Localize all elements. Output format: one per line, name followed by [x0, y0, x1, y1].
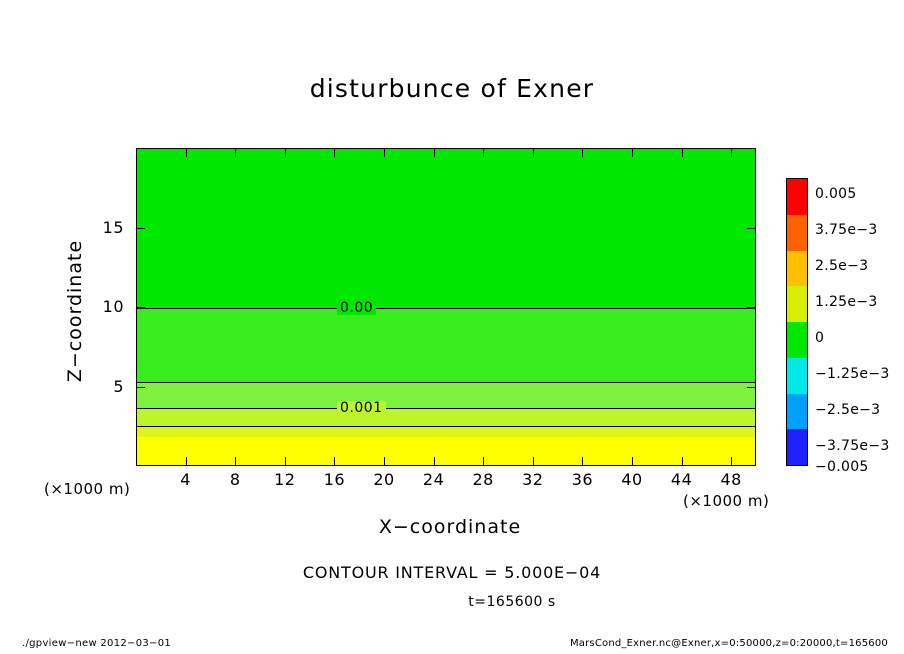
colorbar-tick-label: −2.5e−3: [815, 402, 881, 418]
contour-band: [137, 308, 755, 382]
x-tick-top: [186, 148, 187, 157]
x-tick-label: 16: [323, 470, 346, 489]
colorbar-cell: [787, 215, 807, 251]
colorbar-cell: [787, 251, 807, 287]
x-tick-bottom: [731, 457, 732, 466]
x-tick-top: [682, 148, 683, 157]
x-tick-label: 40: [621, 470, 643, 489]
colorbar-cell: [787, 286, 807, 322]
x-tick-bottom: [434, 457, 435, 466]
x-tick-top: [483, 148, 484, 157]
contour-line-3: [137, 426, 755, 427]
y-tick-right: [747, 387, 756, 388]
x-tick-bottom: [682, 457, 683, 466]
x-tick-bottom: [632, 457, 633, 466]
y-tick-right: [747, 228, 756, 229]
x-tick-top: [285, 148, 286, 157]
x-tick-top: [582, 148, 583, 157]
x-axis-units: (×1000 m): [683, 492, 770, 510]
colorbar-tick-label: 2.5e−3: [815, 258, 869, 274]
colorbar-cell: [787, 358, 807, 394]
colorbar-tick-label: −0.005: [815, 459, 869, 475]
x-tick-top: [434, 148, 435, 157]
x-tick-label: 24: [422, 470, 445, 489]
x-tick-bottom: [235, 457, 236, 466]
colorbar-tick-label: 3.75e−3: [815, 222, 878, 238]
page-title: disturbunce of Exner: [309, 74, 595, 103]
x-tick-label: 32: [522, 470, 544, 489]
contour-label-0001: 0.001: [337, 401, 386, 415]
x-tick-top: [731, 148, 732, 157]
y-axis-units: (×1000 m): [44, 480, 131, 498]
colorbar-cell: [787, 322, 807, 358]
contour-line-1: [137, 382, 755, 383]
x-tick-top: [384, 148, 385, 157]
x-tick-top: [533, 148, 534, 157]
x-tick-bottom: [334, 457, 335, 466]
colorbar-tick-label: 0: [815, 330, 825, 346]
x-tick-bottom: [285, 457, 286, 466]
x-tick-bottom: [533, 457, 534, 466]
contour-band: [137, 426, 755, 437]
x-tick-top: [235, 148, 236, 157]
contour-interval-label: CONTOUR INTERVAL = 5.000E−04: [302, 563, 602, 582]
x-tick-label: 28: [472, 470, 494, 489]
colorbar-tick-label: −1.25e−3: [815, 366, 890, 382]
x-tick-label: 48: [720, 470, 742, 489]
x-tick-top: [334, 148, 335, 157]
x-tick-bottom: [582, 457, 583, 466]
x-tick-bottom: [483, 457, 484, 466]
footer-right-note: MarsCond_Exner.nc@Exner,x=0:50000,z=0:20000,t=165600: [569, 638, 888, 649]
colorbar-tick-label: 1.25e−3: [815, 294, 878, 310]
contour-line-2: [137, 408, 755, 409]
x-tick-label: 20: [373, 470, 395, 489]
colorbar-cell: [787, 179, 807, 215]
colorbar-tick-label: −3.75e−3: [815, 438, 890, 454]
contour-line-0: [137, 308, 755, 309]
contour-band: [137, 408, 755, 426]
y-tick-label: 5: [113, 377, 124, 396]
contour-band: [137, 437, 755, 466]
plot-area: [136, 148, 756, 466]
y-tick-left: [136, 307, 145, 308]
contour-band: [137, 382, 755, 408]
x-tick-label: 12: [274, 470, 296, 489]
x-tick-label: 8: [229, 470, 241, 489]
y-tick-label: 15: [102, 218, 124, 237]
contour-band: [137, 149, 755, 308]
x-tick-label: 44: [670, 470, 693, 489]
y-tick-label: 10: [102, 297, 124, 316]
x-tick-label: 4: [180, 470, 191, 489]
colorbar-cell: [787, 429, 807, 465]
y-tick-right: [747, 307, 756, 308]
colorbar: [786, 178, 808, 466]
x-axis-title: X−coordinate: [378, 516, 522, 538]
time-label: t=165600 s: [468, 594, 556, 610]
x-tick-label: 36: [571, 470, 594, 489]
colorbar-cell: [787, 394, 807, 430]
y-tick-left: [136, 387, 145, 388]
x-tick-top: [632, 148, 633, 157]
contour-label-zero: 0.00: [337, 301, 376, 315]
colorbar-tick-label: 0.005: [815, 186, 857, 202]
y-axis-title: Z−coordinate: [64, 239, 86, 383]
x-tick-bottom: [186, 457, 187, 466]
y-tick-left: [136, 228, 145, 229]
x-tick-bottom: [384, 457, 385, 466]
footer-left-note: ./gpview−new 2012−03−01: [22, 638, 172, 649]
